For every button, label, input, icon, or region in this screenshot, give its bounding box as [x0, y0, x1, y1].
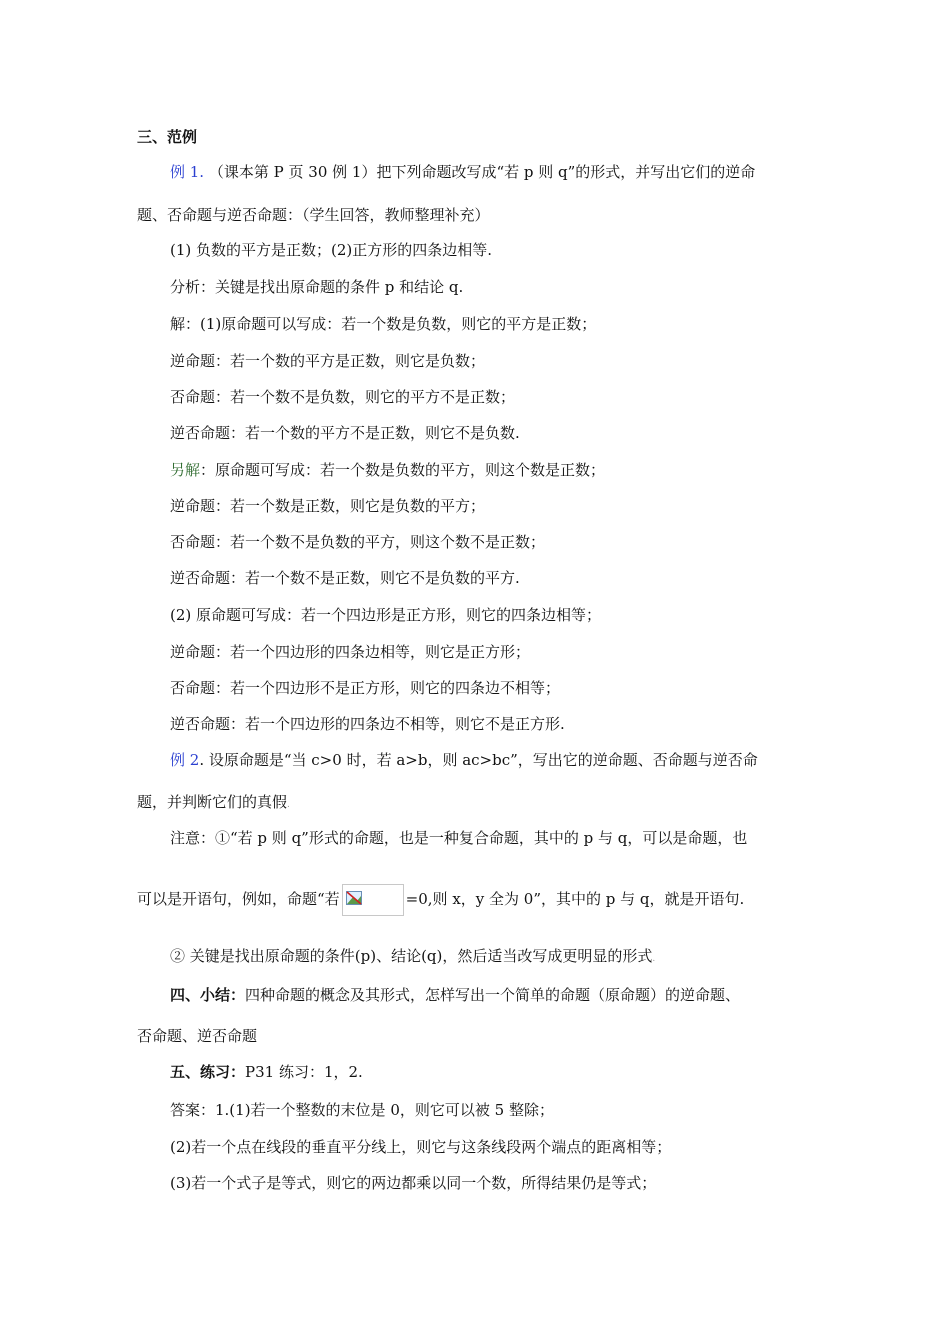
example-2-line	[170, 750, 758, 770]
practice-line	[170, 1062, 363, 1082]
note-1-cont-post: =0,则 x，y 全为 0”，其中的 p 与 q，就是开语句.	[405, 890, 745, 908]
note-1-cont-pre: 可以是开语句，例如，命题“若	[137, 890, 340, 908]
answer-3: (3)若一个式子是等式，则它的两边都乘以同一个数，所得结果仍是等式；	[170, 1174, 657, 1192]
small-mark-2: .	[652, 954, 656, 964]
summary-cont: 否命题、逆否命题	[137, 1027, 258, 1045]
note-1-line: 注意：①“若 p 则 q”形式的命题，也是一种复合命题，其中的 p 与 q，可以是命题，也	[170, 829, 748, 847]
summary-line	[170, 985, 740, 1005]
section-5-text: P31 练习：1，2.	[245, 1063, 363, 1081]
example-1-label: 例 1.	[170, 163, 205, 181]
example-2-text: . 设原命题是“当 c>0 时，若 a>b，则 ac>bc”，写出它的逆命题、否命题与逆否命	[199, 751, 758, 769]
solution-1-converse: 逆命题：若一个数的平方是正数，则它是负数；	[170, 352, 486, 370]
solution-2-line: (2) 原命题可写成：若一个四边形是正方形，则它的四条边相等；	[170, 606, 602, 624]
solution-2-inverse: 否命题：若一个四边形不是正方形，则它的四条边不相等；	[170, 679, 561, 697]
example-1-line	[170, 162, 755, 182]
problems-line: (1) 负数的平方是正数；(2)正方形的四条边相等.	[170, 241, 493, 259]
section-3-heading: 三、范例	[137, 128, 198, 146]
broken-image-placeholder	[342, 884, 404, 916]
section-4-text: 四种命题的概念及其形式，怎样写出一个简单的命题（原命题）的逆命题、	[245, 986, 741, 1004]
example-1-text: （课本第 P 页 30 例 1）把下列命题改写成“若 p 则 q”的形式，并写出它们的逆命	[208, 163, 756, 181]
alt-solution-text: ：原命题可写成：若一个数是负数的平方，则这个数是正数；	[200, 461, 606, 479]
note-1-cont	[137, 884, 744, 916]
solution-1-line: 解：(1)原命题可以写成：若一个数是负数，则它的平方是正数；	[170, 315, 597, 333]
answer-2: (2)若一个点在线段的垂直平分线上，则它与这条线段两个端点的距离相等；	[170, 1138, 672, 1156]
section-4-heading: 四、小结：	[170, 986, 246, 1004]
analysis-line: 分析：关键是找出原命题的条件 p 和结论 q.	[170, 278, 464, 296]
solution-2-contrapositive: 逆否命题：若一个四边形的四条边不相等，则它不是正方形.	[170, 715, 565, 733]
note-2-line	[170, 946, 655, 969]
alt-solution-line	[170, 460, 605, 480]
answer-1: 答案：1.(1)若一个整数的末位是 0，则它可以被 5 整除；	[170, 1101, 554, 1119]
example-1-text-cont: 题、否命题与逆否命题：（学生回答，教师整理补充）	[137, 206, 490, 224]
example-2-text-cont-text: 题，并判断它们的真假	[137, 793, 288, 811]
note-2-text: ② 关键是找出原命题的条件(p)、结论(q)，然后适当改写成更明显的形式	[170, 947, 653, 965]
example-2-text-cont	[137, 792, 290, 815]
image-icon	[346, 891, 362, 905]
example-2-label: 例 2	[170, 751, 200, 769]
alt-contrapositive: 逆否命题：若一个数不是正数，则它不是负数的平方.	[170, 569, 520, 587]
solution-1-contrapositive: 逆否命题：若一个数的平方不是正数，则它不是负数.	[170, 424, 520, 442]
solution-1-inverse: 否命题：若一个数不是负数，则它的平方不是正数；	[170, 388, 516, 406]
small-mark: .	[287, 800, 290, 810]
alt-solution-label: 另解	[170, 461, 201, 479]
section-5-heading: 五、练习：	[170, 1063, 246, 1081]
alt-converse: 逆命题：若一个数是正数，则它是负数的平方；	[170, 497, 486, 515]
solution-2-converse: 逆命题：若一个四边形的四条边相等，则它是正方形；	[170, 643, 531, 661]
alt-inverse: 否命题：若一个数不是负数的平方，则这个数不是正数；	[170, 533, 546, 551]
